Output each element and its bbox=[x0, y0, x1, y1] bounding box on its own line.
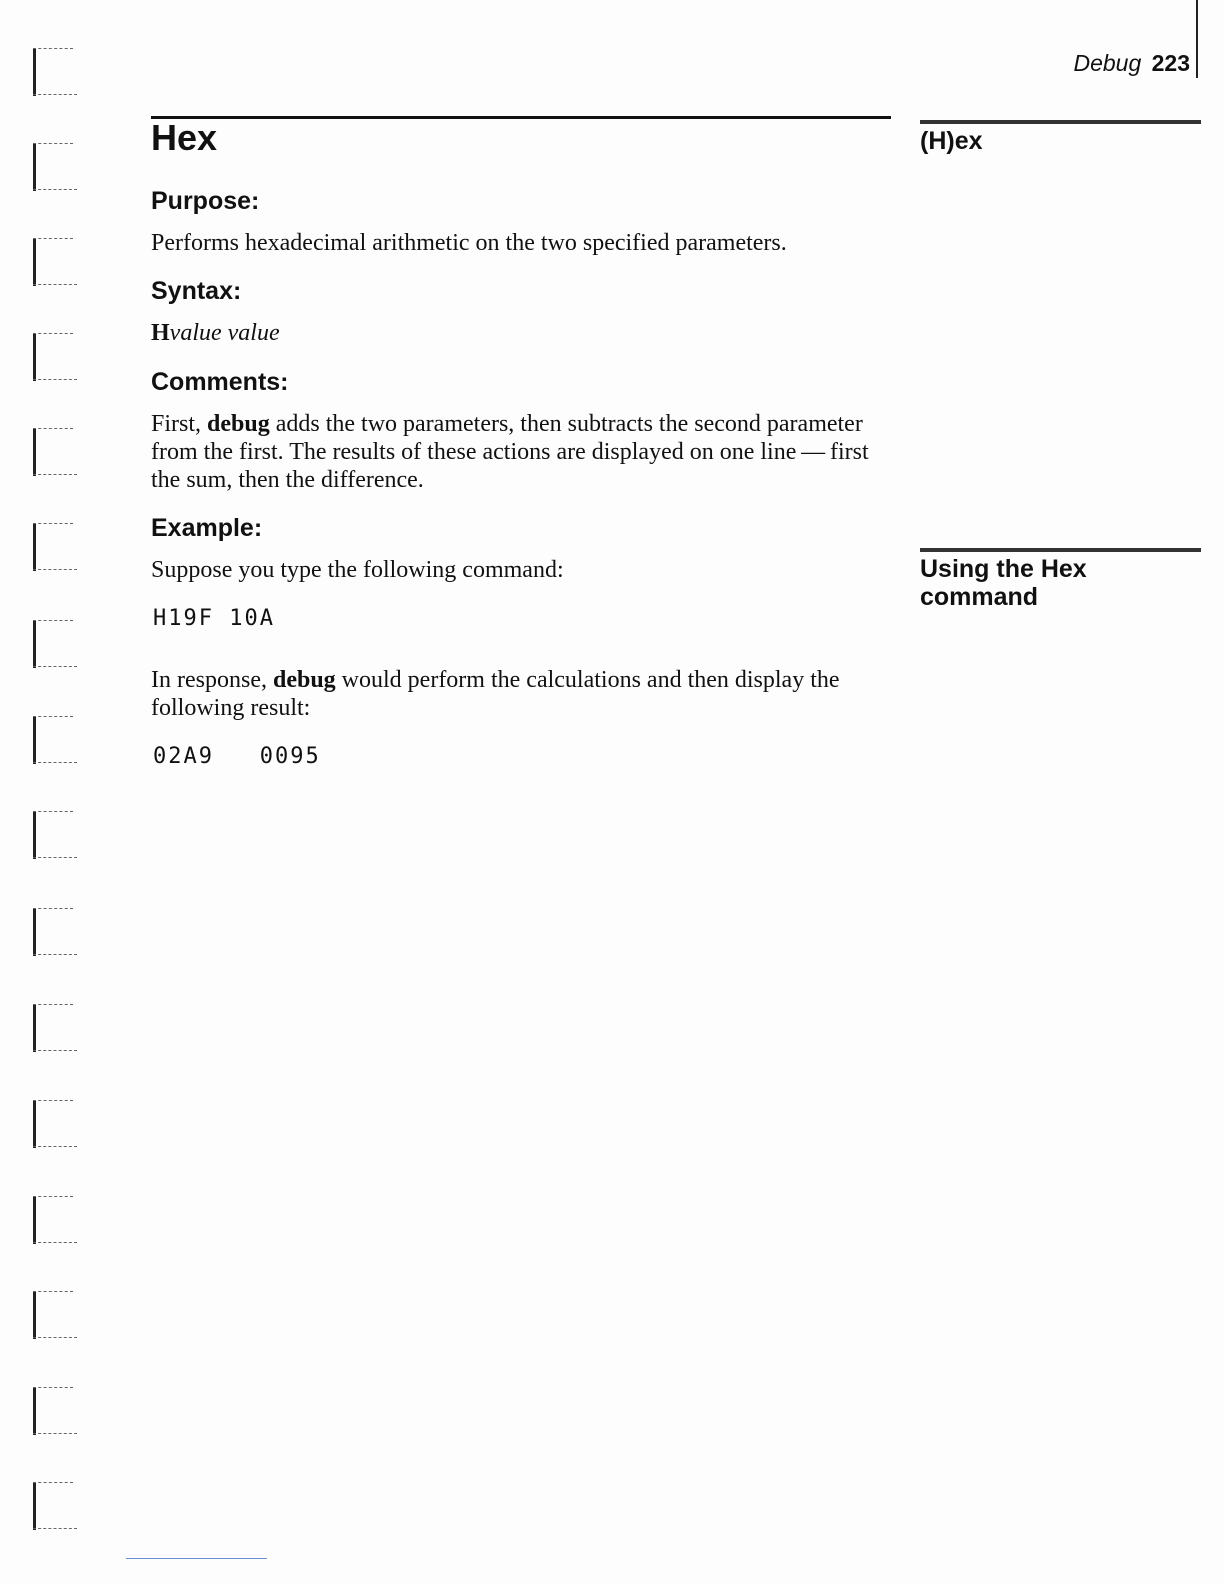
comments-bold-term: debug bbox=[207, 411, 270, 437]
syntax-heading: Syntax: bbox=[151, 277, 242, 305]
side-rule bbox=[920, 548, 1201, 552]
binder-mark bbox=[33, 1004, 77, 1052]
example-bold-term: debug bbox=[272, 667, 336, 693]
binder-mark bbox=[33, 238, 77, 286]
purpose-text: Performs hexadecimal arithmetic on the two specified parameters. bbox=[151, 230, 787, 256]
binder-mark bbox=[33, 428, 77, 476]
purpose-heading: Purpose: bbox=[151, 187, 260, 215]
binder-mark bbox=[33, 1291, 77, 1339]
running-head bbox=[1073, 50, 1190, 77]
side-rule bbox=[920, 120, 1201, 124]
syntax-args: value value bbox=[169, 320, 280, 346]
header-rule bbox=[1196, 0, 1198, 78]
binder-mark bbox=[33, 908, 77, 956]
syntax-line bbox=[151, 319, 891, 347]
page-title: Hex bbox=[151, 117, 218, 158]
example-response-part: would perform the calculations and then display the following result: bbox=[151, 667, 840, 721]
binder-mark bbox=[33, 716, 77, 764]
comments-text-part: adds the two parameters, then subtracts the second parameter from the first. The results of these actions are displayed on one line — first the sum, then the difference. bbox=[151, 411, 869, 493]
example-heading: Example: bbox=[151, 514, 263, 542]
binder-mark bbox=[33, 1196, 77, 1244]
page-number: 223 bbox=[1151, 50, 1190, 76]
binder-mark bbox=[33, 333, 77, 381]
binder-mark bbox=[33, 523, 77, 571]
binder-mark bbox=[33, 143, 77, 191]
comments-text bbox=[151, 410, 891, 494]
example-response bbox=[151, 666, 851, 722]
bottom-scan-line bbox=[126, 1558, 267, 1559]
sidebar-label-using: Using the Hex command bbox=[920, 555, 1087, 611]
binder-mark bbox=[33, 1100, 77, 1148]
binder-mark bbox=[33, 1482, 77, 1530]
sidebar-label-hex: (H)ex bbox=[920, 127, 983, 155]
syntax-command-letter: H bbox=[151, 320, 170, 346]
main-rule bbox=[151, 116, 891, 119]
example-response-part: In response, bbox=[151, 667, 273, 693]
main-rule-wrap bbox=[151, 116, 891, 119]
comments-text-part: First, bbox=[151, 411, 208, 437]
example-command: H19F 10A bbox=[153, 606, 275, 631]
binder-mark bbox=[33, 48, 77, 96]
binder-mark bbox=[33, 620, 77, 668]
binder-mark bbox=[33, 811, 77, 859]
running-head-title: Debug bbox=[1073, 50, 1142, 76]
example-result: 02A9 0095 bbox=[153, 744, 321, 769]
example-intro: Suppose you type the following command: bbox=[151, 557, 564, 583]
comments-heading: Comments: bbox=[151, 368, 289, 396]
binder-mark bbox=[33, 1387, 77, 1435]
